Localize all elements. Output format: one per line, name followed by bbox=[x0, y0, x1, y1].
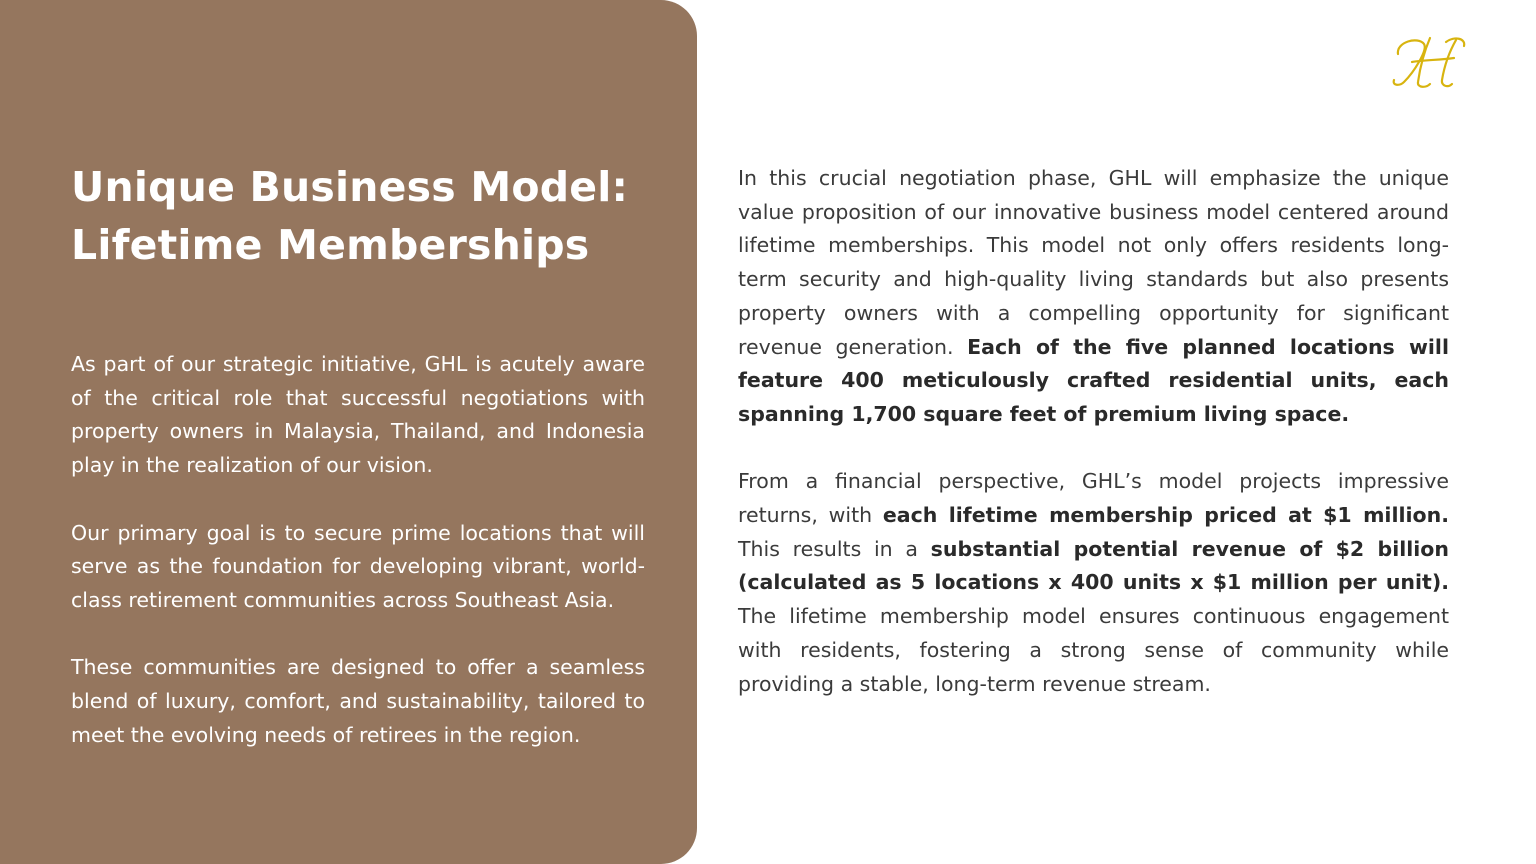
left-paragraph-1: As part of our strategic initiative, GHL is acutely aware of the critical role that successful negotiations with property owners in Malaysia, Thailand, and Indonesia play in the realization of our vision. bbox=[71, 352, 645, 478]
title-line-2: Lifetime Memberships bbox=[71, 221, 590, 269]
right-p2-highlight-price: each lifetime membership priced at $1 million. bbox=[882, 503, 1449, 528]
right-paragraph-1 bbox=[738, 162, 1449, 432]
left-body bbox=[71, 348, 645, 786]
left-paragraph-2: Our primary goal is to secure prime locations that will serve as the foundation for developing vibrant, world-class retirement communities across Southeast Asia. bbox=[71, 520, 645, 612]
left-paragraph-3: These communities are designed to offer a seamless blend of luxury, comfort, and sustainability, tailored to meet the evolving needs of retirees in the region. bbox=[71, 655, 645, 747]
left-panel bbox=[0, 0, 697, 864]
right-p2-text-c: The lifetime membership model ensures continuous engagement with residents, fostering a strong sense of community while providing a stable, long-term revenue stream. bbox=[738, 604, 1449, 696]
title-line-1: Unique Business Model: bbox=[71, 163, 629, 211]
right-p2-text-a: From a financial perspective, GHL’s model projects impressive returns, with bbox=[738, 469, 1449, 528]
right-p2-text-b: This results in a bbox=[738, 536, 931, 561]
right-body bbox=[738, 162, 1449, 735]
right-paragraph-2 bbox=[738, 465, 1449, 701]
right-p1-text: In this crucial negotiation phase, GHL will emphasize the unique value proposition of our innovative business model centered around lifetime memberships. This model not only offers residents long-term security and high-quality living standards but also presents property owners with a compelling opportunity for significant revenue generation. bbox=[738, 166, 1449, 359]
page-title bbox=[71, 158, 661, 274]
script-h-monogram-icon bbox=[1384, 32, 1474, 92]
right-p1-highlight: Each of the five planned locations will feature 400 meticulously crafted residential units, each spanning 1,700 square feet of premium living space. bbox=[738, 334, 1449, 426]
right-p2-highlight-revenue: substantial potential revenue of $2 billion (calculated as 5 locations x 400 units x $1 million per unit). bbox=[738, 536, 1449, 595]
